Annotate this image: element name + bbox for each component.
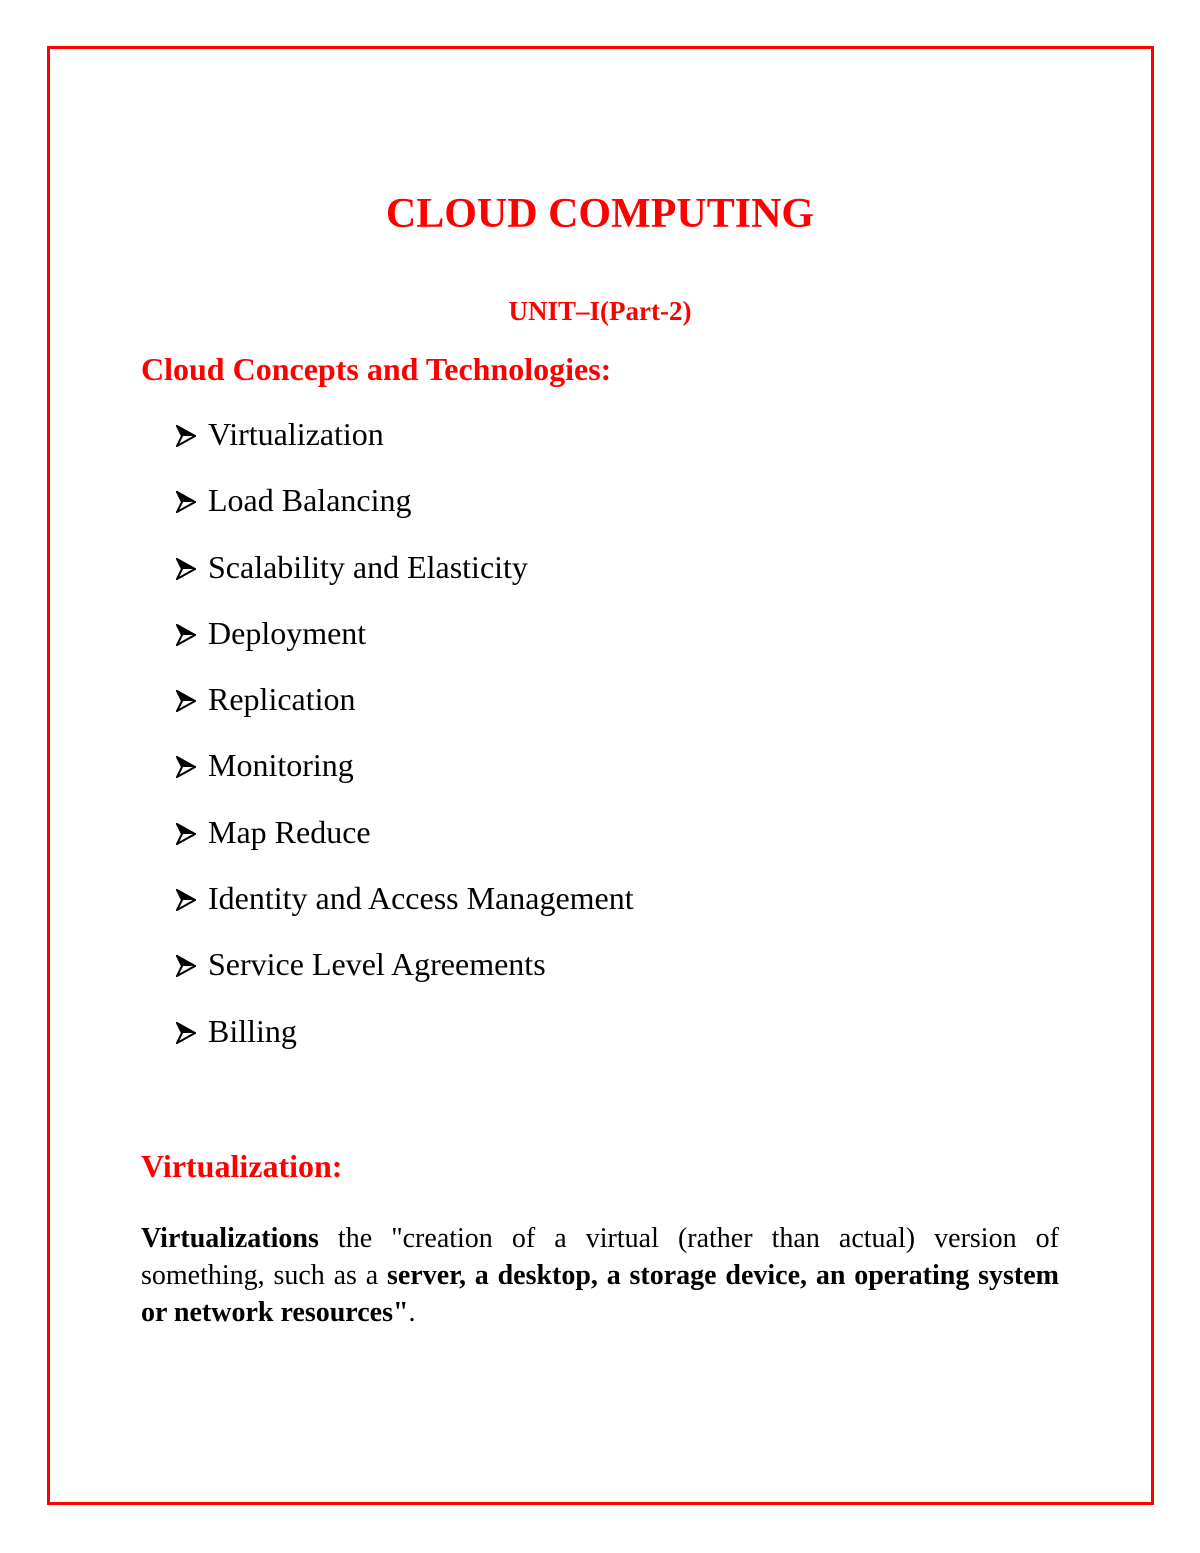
arrowhead-bullet-icon xyxy=(176,1022,196,1044)
concepts-heading: Cloud Concepts and Technologies: xyxy=(141,351,612,387)
arrowhead-bullet-icon xyxy=(176,624,196,646)
arrowhead-bullet-icon xyxy=(176,491,196,513)
virtualization-definition xyxy=(141,1220,1059,1331)
virtualization-heading: Virtualization: xyxy=(141,1148,343,1184)
list-item xyxy=(176,613,634,679)
list-item xyxy=(176,679,634,745)
arrowhead-bullet-icon xyxy=(176,889,196,911)
arrowhead-bullet-icon xyxy=(176,425,196,447)
list-item xyxy=(176,1011,634,1077)
topic-label: Scalability and Elasticity xyxy=(208,548,528,585)
arrowhead-bullet-icon xyxy=(176,823,196,845)
list-item xyxy=(176,812,634,878)
topic-label: Virtualization xyxy=(208,416,384,452)
arrowhead-bullet-icon xyxy=(176,756,196,778)
topic-label: Map Reduce xyxy=(208,813,371,850)
list-item xyxy=(176,414,634,480)
document-subtitle: UNIT–I(Part-2) xyxy=(508,296,692,326)
topic-label: Identity and Access Management xyxy=(208,880,634,917)
topic-list xyxy=(176,414,634,1077)
arrowhead-bullet-icon xyxy=(176,690,196,712)
definition-end: . xyxy=(408,1297,416,1328)
list-item xyxy=(176,745,634,811)
definition-text: the "creation of a virtual (rather than actual) version of something, such as a xyxy=(141,1223,1059,1291)
list-item xyxy=(176,480,634,546)
definition-examples: server, a desktop, a storage device, an operating system or network resources" xyxy=(141,1260,1059,1328)
topic-label: Deployment xyxy=(208,614,367,651)
arrowhead-bullet-icon xyxy=(176,558,196,580)
document-title: CLOUD COMPUTING xyxy=(385,191,815,237)
list-item xyxy=(176,547,634,613)
arrowhead-bullet-icon xyxy=(176,955,196,977)
definition-term: Virtualizations xyxy=(141,1223,319,1254)
topic-label: Load Balancing xyxy=(208,482,412,519)
list-item xyxy=(176,878,634,944)
topic-label: Monitoring xyxy=(208,747,354,784)
topic-label: Service Level Agreements xyxy=(208,946,546,983)
list-item xyxy=(176,944,634,1010)
topic-label: Replication xyxy=(208,681,356,718)
topic-label: Billing xyxy=(208,1012,297,1049)
